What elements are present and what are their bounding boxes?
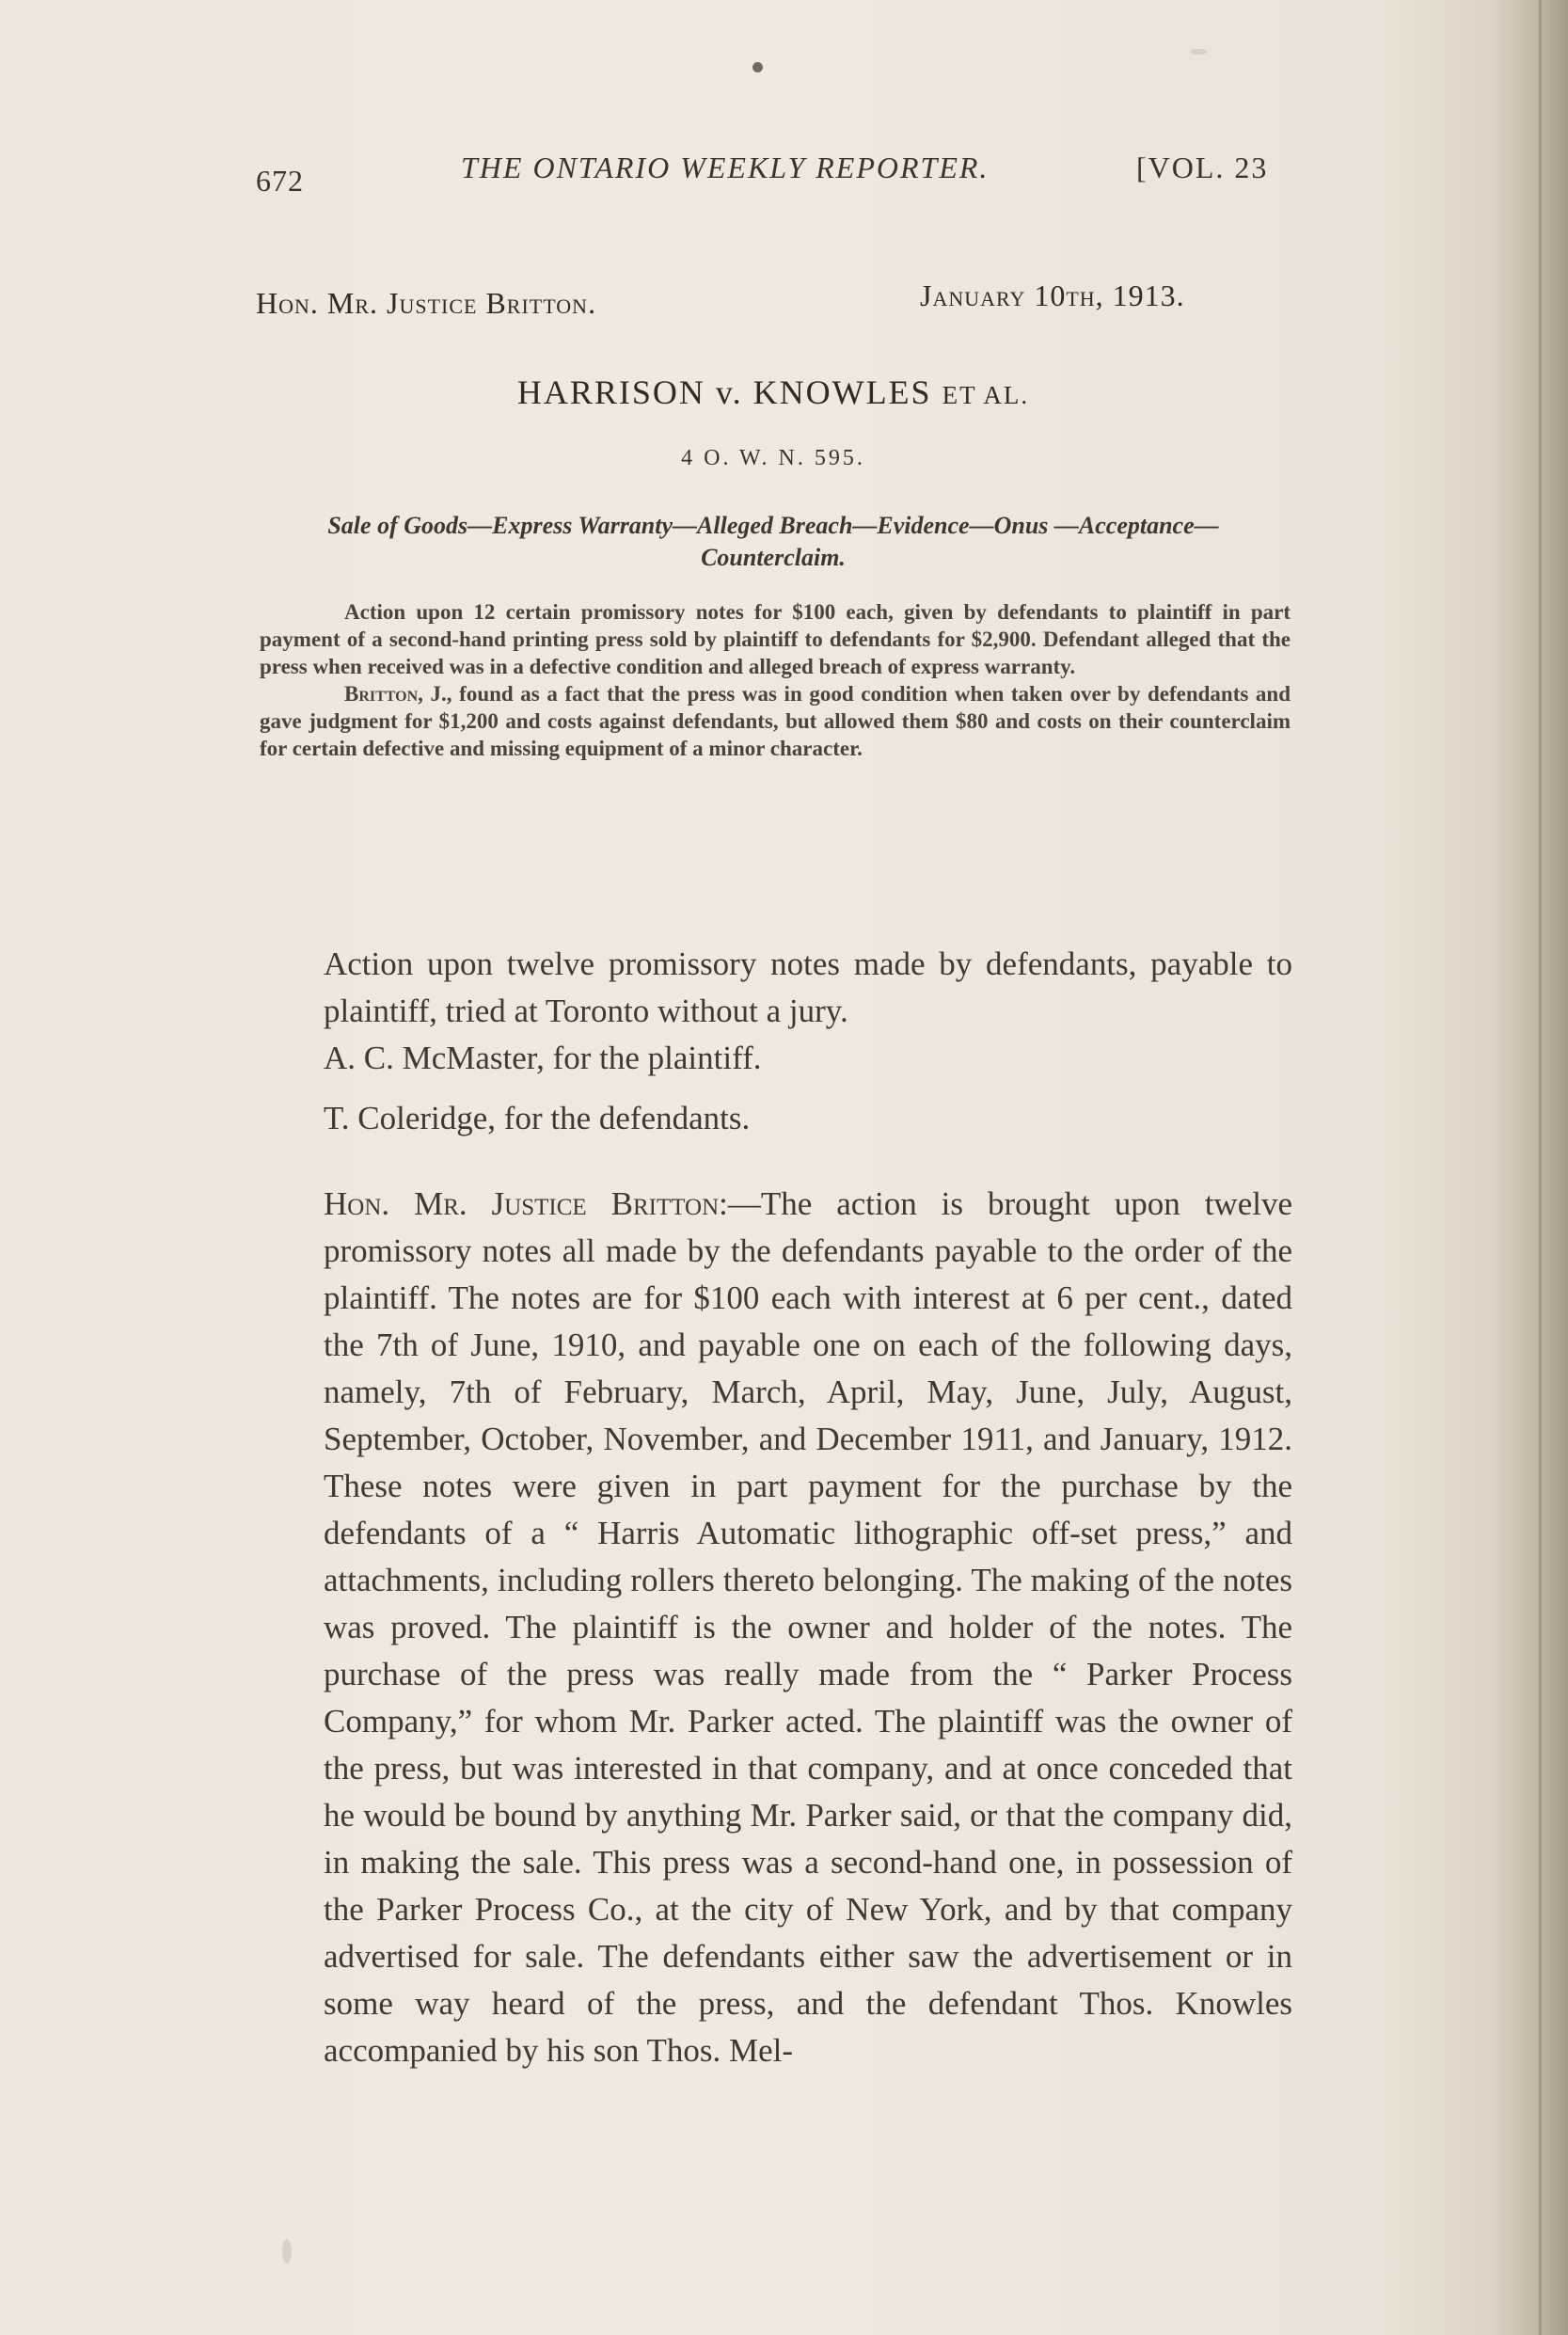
page-number: 672 <box>256 164 304 198</box>
headnote-judge: Britton, J., <box>344 682 452 706</box>
volume-label: [VOL. 23 <box>1136 151 1269 184</box>
headnote-catchwords: Sale of Goods—Express Warranty—Alleged Breach—Evidence—Onus —Acceptance—Counterclaim. <box>327 512 1219 571</box>
headnote-paragraph <box>260 680 1291 762</box>
counsel-plaintiff: A. C. McMaster, for the plaintiff. <box>324 1040 762 1076</box>
headnote-paragraph: Action upon 12 certain promissory notes for $100 each, given by defendants to plaintiff in part payment of a second-hand printing press sold by plaintiff to defendants for $2,900. Defendant alleged that the press when received was in a defective condition and alleged breach of express warranty. <box>260 600 1291 678</box>
case-intro <box>324 941 1292 1142</box>
judgment-judge: Hon. Mr. Justice Britton <box>324 1185 720 1222</box>
judgment-text: :—The action is brought upon twelve promissory notes all made by the defendants payable to the order of the plaintiff. The notes are for $100 each with interest at 6 per cent., dated the 7th of June, 1910, and payable one on each of the following days, namely, 7th of February, March, April, May, June, July, August, September, October, November, and December 1911, and January, 1912. These notes were given in part payment for the purchase by the defendants of a “ Harris Automatic lithographic off-set press,” and attachments, including rollers thereto belonging. The making of the notes was proved. The plaintiff is the owner and holder of the notes. The purchase of the press was really made from the “ Parker Process Company,” for whom Mr. Parker acted. The plaintiff was the owner of the press, but was interested in that company, and at once conceded that he would be bound by anything Mr. Parker said, or that the company did, in making the sale. This press was a second-hand one, in possession of the Parker Process Co., at the city of New York, and by that company advertised for sale. The defendants either saw the advertisement or in some way heard of the press, and the defendant Thos. Knowles accompanied by his son Thos. Mel- <box>324 1185 1292 2069</box>
journal-title: THE ONTARIO WEEKLY REPORTER. <box>461 151 990 184</box>
page-edge-shadow <box>1493 0 1568 2335</box>
ink-dot-mark <box>752 62 763 72</box>
judge-date-line <box>256 278 1291 320</box>
paper-stain <box>282 2239 292 2264</box>
intro-paragraph: Action upon twelve promissory notes made by defendants, payable to plaintiff, tried at Toronto without a jury. <box>324 945 1292 1029</box>
case-name-suffix: ET AL. <box>942 381 1030 409</box>
counsel-defendants: T. Coleridge, for the defendants. <box>324 1100 751 1136</box>
case-title <box>256 373 1291 412</box>
judgment-body <box>324 1181 1292 2074</box>
binding-line <box>1539 0 1542 2335</box>
running-head <box>256 151 1291 198</box>
paper-stain <box>1190 49 1207 55</box>
presiding-judge: Hon. Mr. Justice Britton. <box>256 286 597 320</box>
headnote-finding: found as a fact that the press was in good condition when taken over by defendants and gave judgment for $1,200 and costs against defendants, but allowed them $80 and costs on their counterclaim for certain defective and missing equipment of a minor character. <box>260 682 1291 760</box>
case-citation: 4 O. W. N. 595. <box>681 446 865 470</box>
headnote <box>260 598 1291 762</box>
judgment-paragraph <box>324 1181 1292 2074</box>
judgment-date: January 10th, 1913. <box>920 278 1185 312</box>
case-name: HARRISON v. KNOWLES <box>516 373 932 411</box>
